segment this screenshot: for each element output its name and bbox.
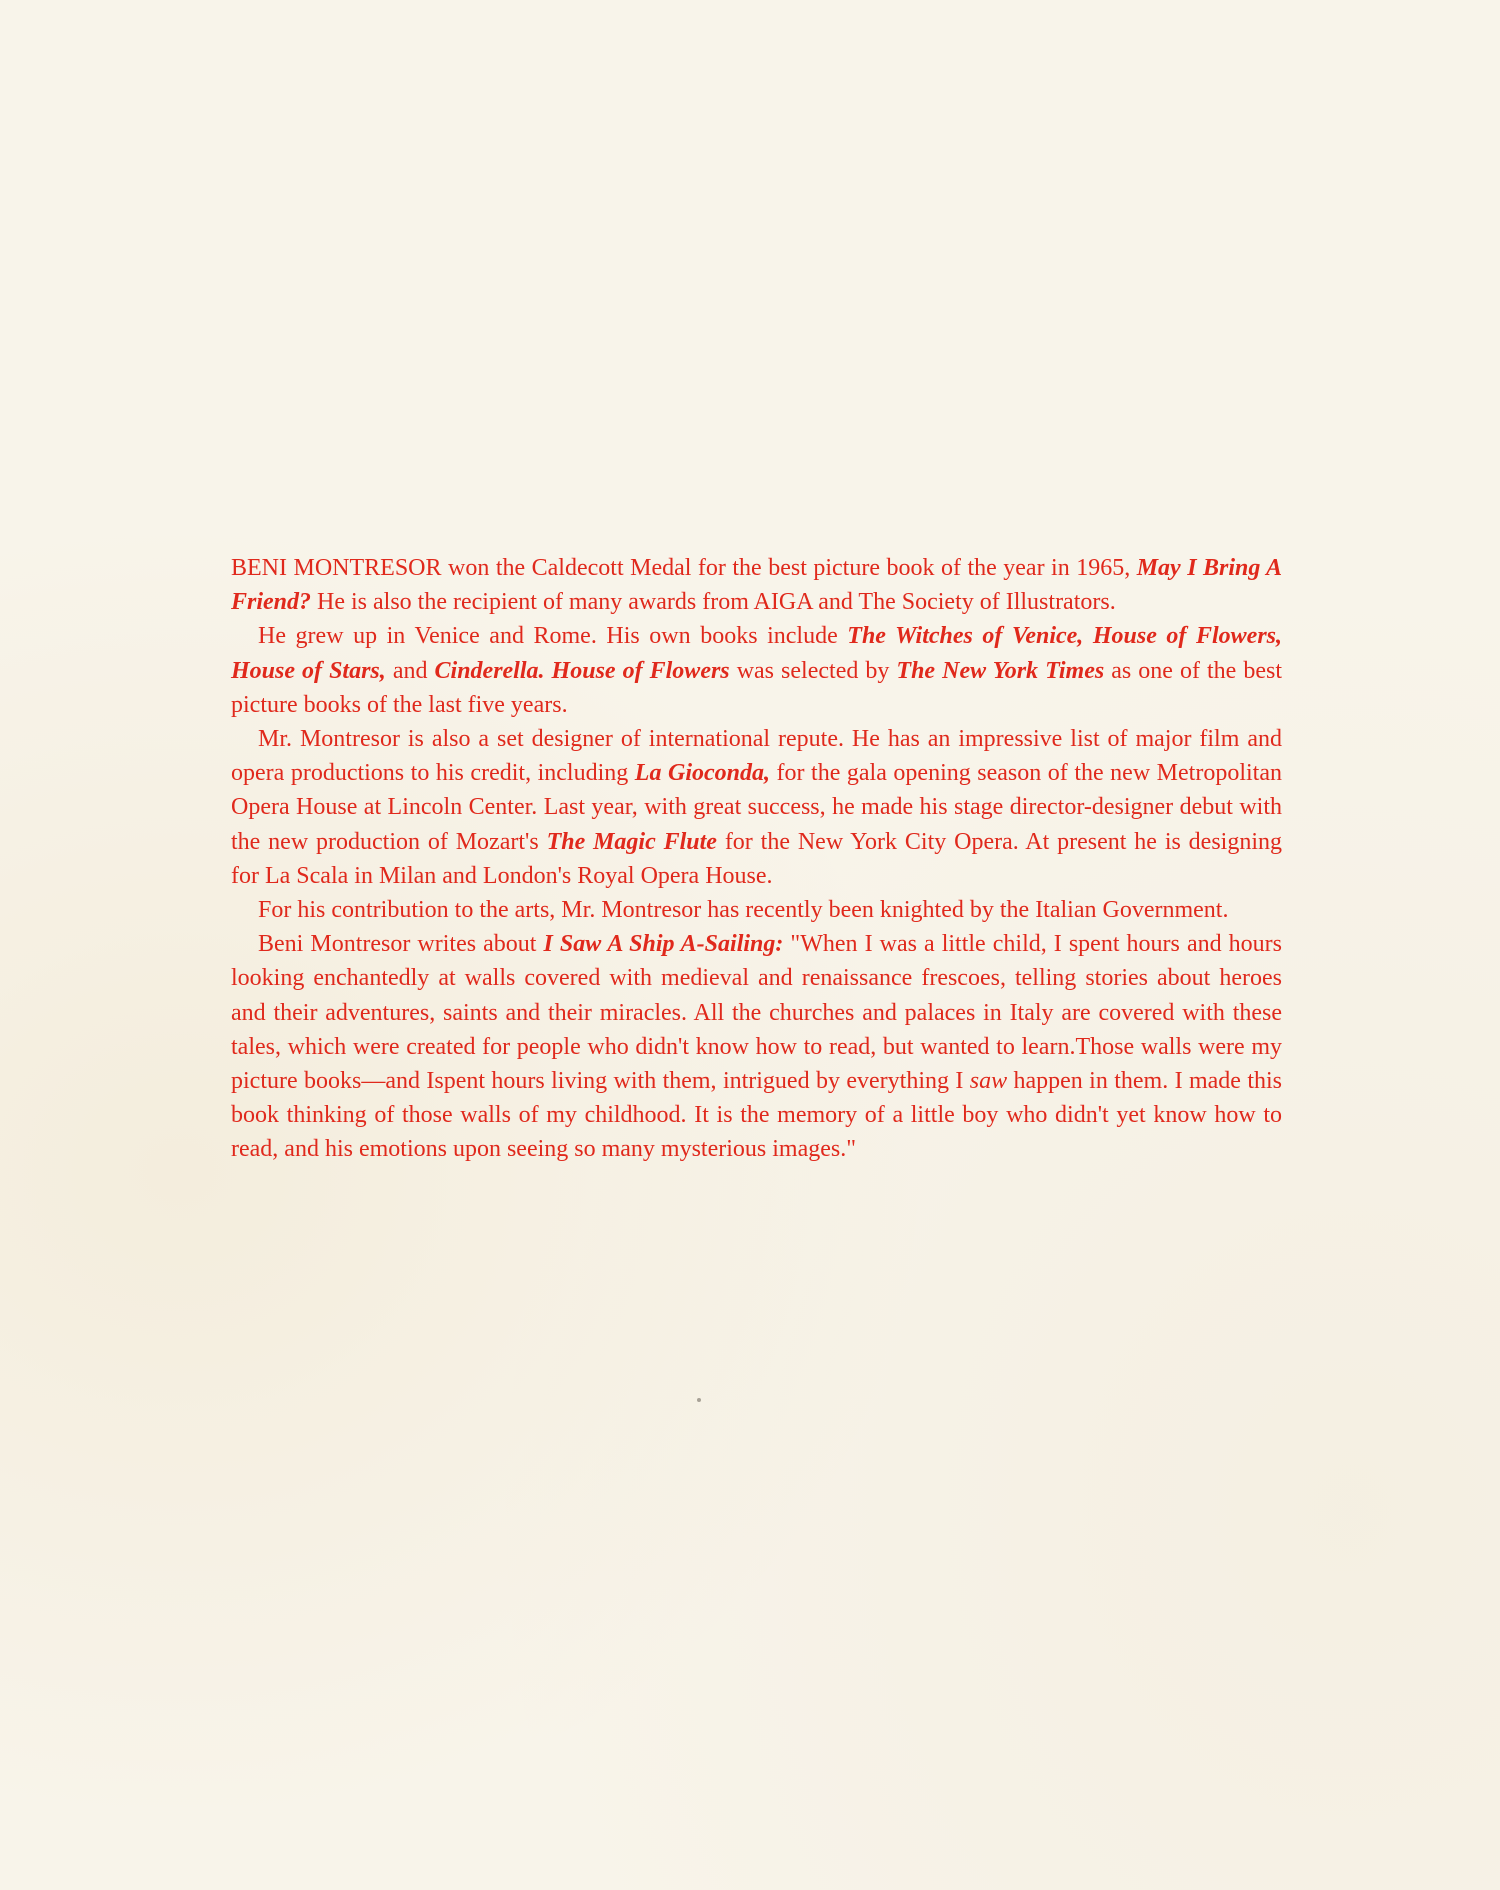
author-name: BENI MONTRESOR xyxy=(231,555,442,581)
publication-title: The New York Times xyxy=(896,657,1105,684)
paper-speck xyxy=(697,1398,701,1402)
opera-title: La Gioconda, xyxy=(634,760,770,787)
bio-paragraph-awards xyxy=(231,551,1282,619)
bio-paragraph-honors xyxy=(231,893,1282,927)
text-run: was selected by xyxy=(729,657,897,684)
text-run: For his contribution to the arts, Mr. Montresor has recently been knighted by the Italian Government. xyxy=(258,897,1229,924)
text-run: as one of the best picture books of the last five years. xyxy=(231,657,1283,718)
text-run: for the New York City Opera. At present he is designing for La Scala in Milan and London's Royal Opera House. xyxy=(231,828,1283,889)
quote-text: "When I was a little child, I spent hours and hours looking enchantedly at walls covered with medieval and renaissance frescoes, telling stories about heroes and their adventures, saints and their miracles. All the churches and palaces in Italy are covered with these tales, which were created for people who didn't know how to read, but wanted to learn.Those walls were my picture books—and Ispent hours living with them, intrigued by everything I xyxy=(231,931,1282,1095)
text-run: He grew up in Venice and Rome. His own books include xyxy=(258,623,848,650)
text-run: Mr. Montresor is also a set designer of international repute. He has an impressive list of major film and opera productions to his credit, including xyxy=(231,726,1282,787)
opera-title: The Magic Flute xyxy=(546,828,717,855)
quote-text: happen in them. I made this book thinking of those walls of my childhood. It is the memory of a little boy who didn't yet know how to read, and his emotions upon seeing so many mysterious images." xyxy=(231,1068,1282,1163)
emphasis: saw xyxy=(969,1068,1008,1095)
book-titles: The Witches of Venice, House of Flowers, House of Stars, xyxy=(231,623,1282,684)
text-run: He is also the recipient of many awards from AIGA and The Society of Illustrators. xyxy=(311,589,1116,616)
author-bio xyxy=(231,551,1282,1167)
book-title: I Saw A Ship A-Sailing: xyxy=(543,931,784,958)
text-run: Beni Montresor writes about xyxy=(258,931,544,958)
text-run: for the gala opening season of the new Metropolitan Opera House at Lincoln Center. Last year, with great success, he made his stage director-designer debut with the new production of Mozart's xyxy=(231,760,1282,855)
bio-paragraph-stage xyxy=(231,722,1282,893)
text-run: and xyxy=(385,657,435,684)
book-title: May I Bring A Friend? xyxy=(231,555,1283,616)
bio-paragraph-books xyxy=(231,619,1282,722)
bio-paragraph-quote xyxy=(231,927,1282,1166)
book-titles: Cinderella. House of Flowers xyxy=(434,657,730,684)
text-run: won the Caldecott Medal for the best picture book of the year in 1965, xyxy=(441,555,1137,581)
